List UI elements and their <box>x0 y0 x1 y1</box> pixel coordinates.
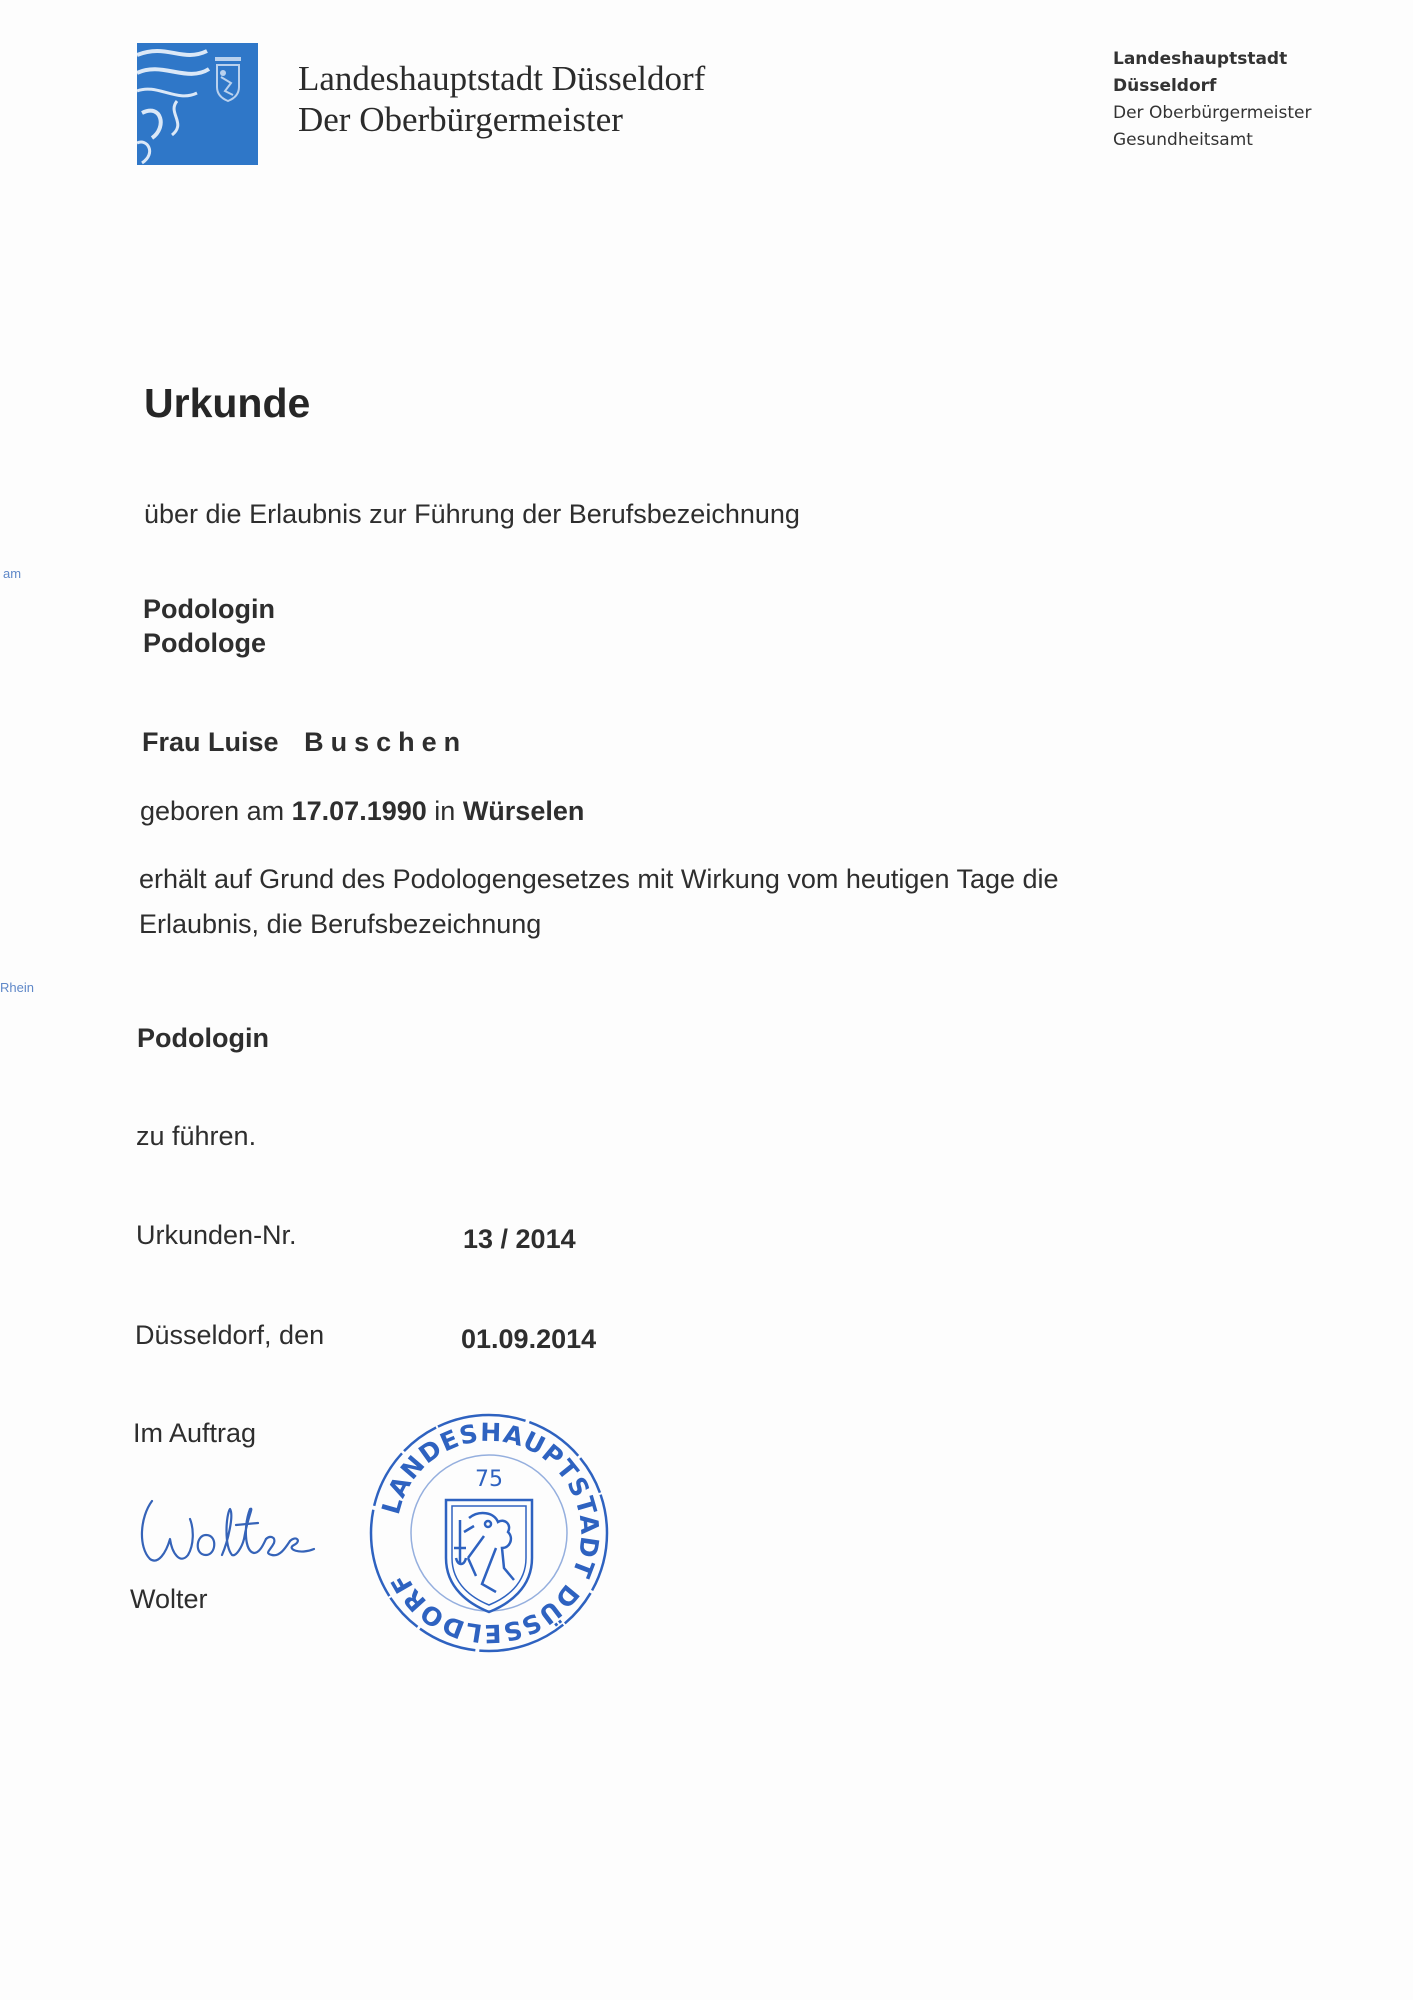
birth-place: Würselen <box>462 796 585 826</box>
sender-line1: Landeshauptstadt <box>1113 49 1288 69</box>
header-org-line1: Landeshauptstadt Düsseldorf <box>298 59 706 98</box>
stamp-number: 75 <box>475 1467 503 1492</box>
stamp-ring-text: LANDESHAUPTSTADT DÜSSELDORF <box>376 1417 605 1649</box>
birth-line <box>140 794 584 828</box>
profession-male: Podologe <box>143 628 266 658</box>
certificate-number-label: Urkunden-Nr. <box>136 1220 297 1250</box>
official-seal-stamp <box>364 1408 614 1658</box>
born-prefix: geboren am <box>140 796 285 826</box>
place-date-label: Düsseldorf, den <box>135 1320 325 1350</box>
duesseldorf-lion-logo-icon <box>137 43 258 165</box>
born-in: in <box>434 796 456 826</box>
signatory-name: Wolter <box>130 1584 208 1614</box>
on-behalf-text: Im Auftrag <box>133 1418 257 1448</box>
body-line1: erhält auf Grund des Podologengesetzes mit Wirkung vom heutigen Tage die <box>139 864 1059 894</box>
person-name <box>142 725 467 759</box>
sender-line3: Der Oberbürgermeister <box>1113 103 1312 123</box>
certificate-number: 13 / 2014 <box>463 1224 576 1254</box>
last-name: Buschen <box>304 727 468 757</box>
closing-text: zu führen. <box>136 1121 257 1151</box>
handwritten-signature <box>136 1495 326 1575</box>
granted-title: Podologin <box>137 1023 269 1053</box>
birth-date: 17.07.1990 <box>291 796 427 826</box>
sender-line4: Gesundheitsamt <box>1113 130 1253 150</box>
profession-female: Podologin <box>143 594 275 624</box>
document-subtitle: über die Erlaubnis zur Führung der Berufsbezeichnung <box>144 499 800 529</box>
coat-of-arms-icon <box>446 1500 532 1612</box>
issue-date: 01.09.2014 <box>461 1324 597 1354</box>
salutation: Frau <box>142 727 201 757</box>
header-org-line2: Der Oberbürgermeister <box>298 100 623 139</box>
sender-block <box>1113 46 1311 154</box>
header-organization <box>298 58 705 140</box>
margin-note-2: Rhein <box>0 980 34 995</box>
sender-line2: Düsseldorf <box>1113 76 1217 96</box>
document-title: Urkunde <box>144 380 311 426</box>
first-name: Luise <box>208 727 279 757</box>
margin-note-1: am <box>3 566 22 581</box>
body-line2: Erlaubnis, die Berufsbezeichnung <box>139 909 542 939</box>
